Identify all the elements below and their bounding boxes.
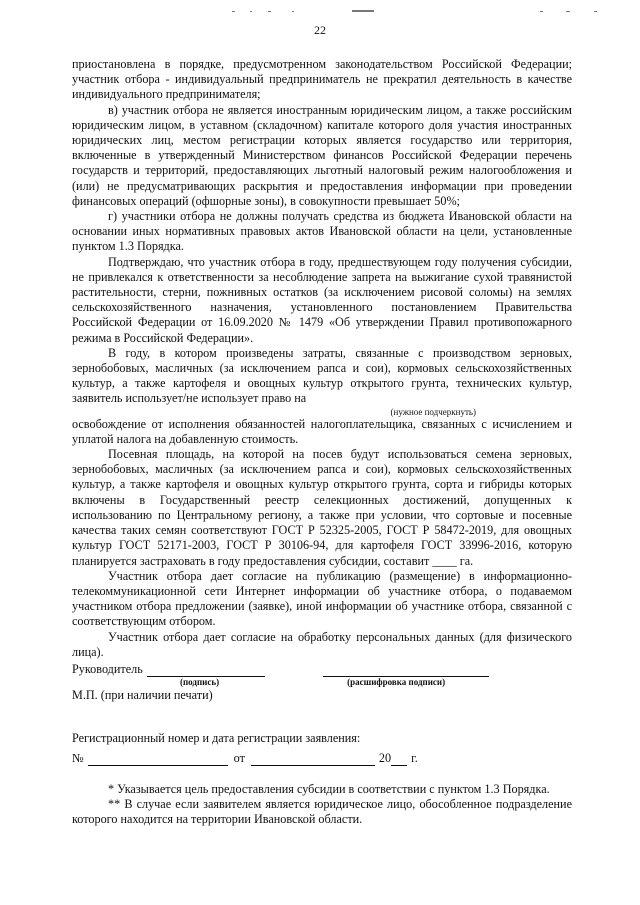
paragraph-item-g: г) участники отбора не должны получать средства из бюджета Ивановской области на основании иных нормативных правовых актов Ивановской области на цели, установленные пунктом 1.3 Порядка. [72, 209, 572, 254]
document-body [72, 57, 572, 827]
reg-year-label: 20 [378, 750, 392, 765]
signature-row [72, 662, 572, 677]
underline-hint: (нужное подчеркнуть) [390, 406, 476, 417]
reg-date-field[interactable] [251, 753, 375, 766]
footnotes [72, 782, 572, 828]
paragraph-personal-data-consent: Участник отбора дает согласие на обработку персональных данных (для физического лица). [72, 629, 572, 659]
paragraph-confirmation: Подтверждаю, что участник отбора в году, предшествующем году получения субсидии, не привлекался к ответственности за несоблюдение запрета на выжигание сухой травянистой растительности, стерни, пожнивных остатков (за исключением рисовой соломы) на землях сельскохозяйственного назначения, установленного постановлением Правительства Российской Федерации от 16.09.2020 № 1479 «Об утверждении Правил противопожарного режима в Российской Федерации». [72, 254, 572, 345]
sign-caption: (подпись) [180, 677, 220, 688]
stamp-line [72, 688, 572, 703]
signature-field[interactable] [147, 664, 265, 677]
scan-artifacts [0, 0, 640, 20]
footnote-1: * Указывается цель предоставления субсидии в соответствии с пунктом 1.3 Порядка. [108, 781, 550, 796]
page-number: 22 [314, 23, 326, 37]
reg-year-field[interactable] [391, 753, 407, 766]
paragraph-suspension: приостановлена в порядке, предусмотренном законодательством Российской Федерации; участник отбора - индивидуальный предприниматель не прекратил деятельность в качестве индивидуального предпринимателя; [72, 57, 572, 102]
head-label: Руководитель [72, 661, 143, 676]
stamp-label: М.П. (при наличии печати) [72, 688, 213, 703]
footnote-2: ** В случае если заявителем является юридическое лицо, обособленное подразделение которого находится на территории Ивановской области. [72, 796, 572, 827]
reg-number-field[interactable] [88, 753, 228, 766]
reg-number-prefix: № [72, 750, 84, 765]
registration-line [72, 751, 572, 766]
reg-year-suffix: г. [411, 750, 418, 765]
reg-from-label: от [233, 750, 245, 765]
signature-captions [72, 677, 572, 687]
paragraph-sowing-area: Посевная площадь, на которой на посев будут использоваться семена зерновых, зернобобовых, масличных (за исключением рапса и сои), кормовых сельскохозяйственных культур, а также картофеля и овощных культур открытого грунта, сорта и гибриды которых включены в Государственный реестр селекционных достижений, допущенных к использованию по Центральному региону, а также при условии, что сортовые и посевные качества таких семян соответствуют ГОСТ Р 52325-2005, ГОСТ Р 58472-2019, для овощных культур ГОСТ 52171-2003, ГОСТ Р 30106-94, для картофеля ГОСТ 33996-2016, которую планируется застраховать в году предоставления субсидии, составит ____ га. [72, 447, 572, 568]
vat-text: В году, в котором произведены затраты, связанные с производством зерновых, зернобобовых, масличных (за исключением рапса и сои), кормовых сельскохозяйственных культур, а также картофеля и овощных культур открытого грунта, технических культур, заявитель использует/не использует право на [72, 345, 572, 406]
registration-label: Регистрационный номер и дата регистрации заявления: [72, 731, 361, 746]
decode-caption: (расшифровка подписи) [347, 677, 446, 688]
paragraph-publication-consent: Участник отбора дает согласие на публикацию (размещение) в информационно-телекоммуникационной сети Интернет информации об участнике отбора, о подаваемом участником отбора предложении (заявке), иной информации об участнике отбора, связанной с соответствующим отбором. [72, 568, 572, 629]
signature-decode-field[interactable] [323, 664, 489, 677]
paragraph-item-v: в) участник отбора не является иностранным юридическим лицом, а также российским юридическим лицом, в уставном (складочном) капитале которого доля участия иностранных юридических лиц, местом регистрации которых является государство или территория, включенные в утвержденный Министерством финансов Российской Федерации перечень государств и территорий, предоставляющих льготный налоговый режим налогообложения и (или) не предусматривающих раскрытия и предоставления информации при проведении финансовых операций (офшорные зоны), в совокупности превышает 50%; [72, 102, 572, 208]
paragraph-vat-continuation: освобождение от исполнения обязанностей налогоплательщика, связанных с исчислением и уплатой налога на добавленную стоимость. [72, 416, 572, 446]
paragraph-vat-exemption [72, 346, 572, 407]
